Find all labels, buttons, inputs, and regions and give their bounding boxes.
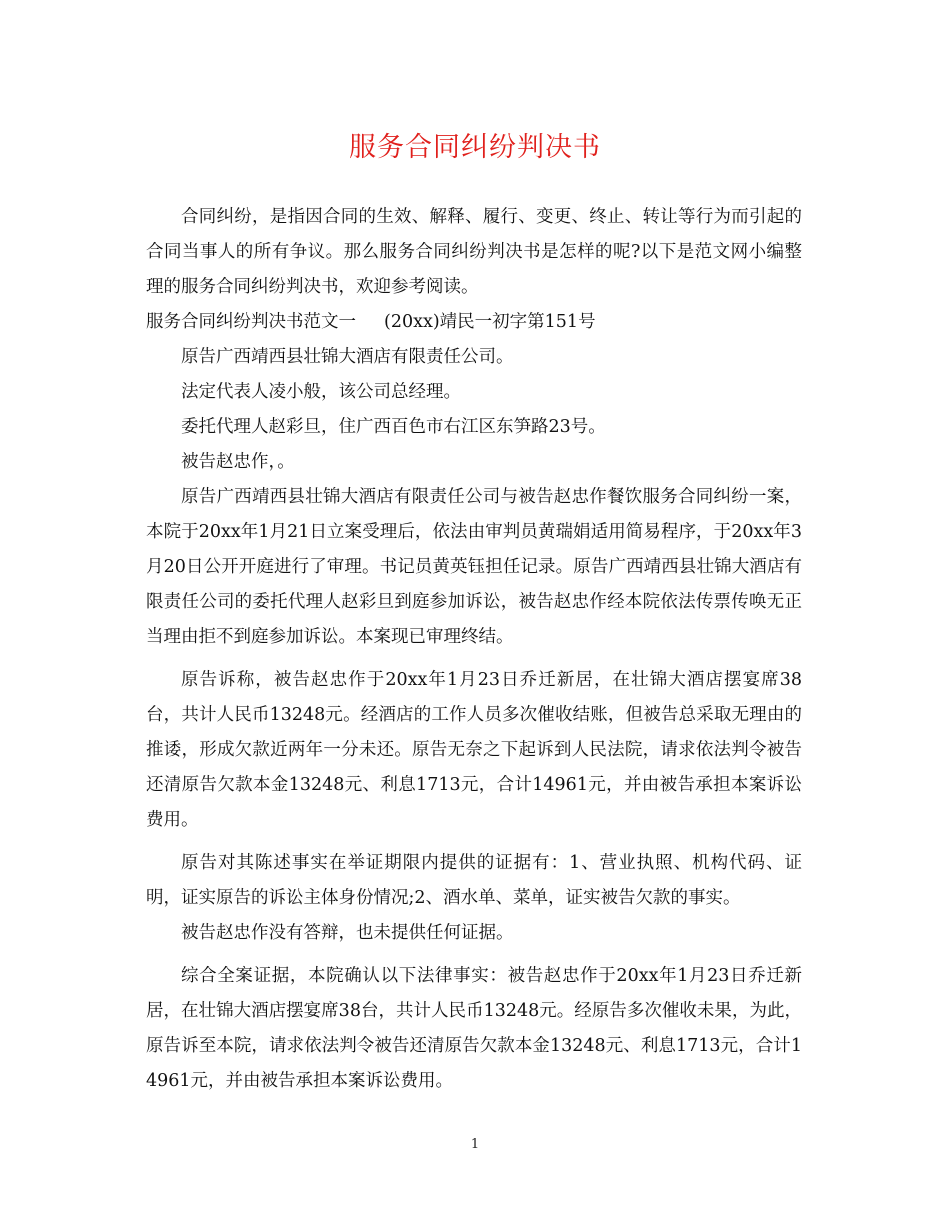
page-number: 1	[470, 1137, 480, 1152]
evidence-paragraph: 原告对其陈述事实在举证期限内提供的证据有：1、营业执照、机构代码、证明，证实原告的诉讼主体身份情况;2、酒水单、菜单，证实被告欠款的事实。	[146, 853, 802, 908]
legal-representative-paragraph: 法定代表人凌小般，该公司总经理。	[181, 382, 461, 402]
agent-paragraph: 委托代理人赵彩旦，住广西百色市右江区东笋路23号。	[181, 417, 606, 437]
defendant-response-paragraph: 被告赵忠作没有答辩，也未提供任何证据。	[181, 923, 514, 943]
intro-paragraph: 合同纠纷，是指因合同的生效、解释、履行、变更、终止、转让等行为而引起的合同当事人的所有争议。那么服务合同纠纷判决书是怎样的呢?以下是范文网小编整理的服务合同纠纷判决书，欢迎参考阅读。	[146, 207, 802, 297]
plaintiff-paragraph: 原告广西靖西县壮锦大酒店有限责任公司。	[181, 347, 514, 367]
document-body	[146, 200, 802, 1099]
findings-paragraph: 综合全案证据，本院确认以下法律事实：被告赵忠作于20xx年1月23日乔迁新居，在壮锦大酒店摆宴席38台，共计人民币13248元。经原告多次催收未果，为此，原告诉至本院，请求依法判令被告还清原告欠款本金13248元、利息1713元，合计14961元，并由被告承担本案诉讼费用。	[146, 966, 802, 1091]
plaintiff-claim-paragraph: 原告诉称，被告赵忠作于20xx年1月23日乔迁新居，在壮锦大酒店摆宴席38台，共计人民币13248元。经酒店的工作人员多次催收结账，但被告总采取无理由的推诿，形成欠款近两年一分未还。原告无奈之下起诉到人民法院，请求依法判令被告还清原告欠款本金13248元、利息1713元，合计14961元，并由被告承担本案诉讼费用。	[146, 670, 802, 830]
sample-heading-line	[146, 305, 802, 340]
sample-heading: 服务合同纠纷判决书范文一	[146, 312, 356, 332]
case-number: (20xx)靖民一初字第151号	[384, 312, 596, 332]
defendant-paragraph: 被告赵忠作，。	[181, 452, 295, 472]
case-summary-paragraph: 原告广西靖西县壮锦大酒店有限责任公司与被告赵忠作餐饮服务合同纠纷一案，本院于20xx年1月21日立案受理后，依法由审判员黄瑞娟适用简易程序，于20xx年3月20日公开开庭进行了审理。书记员黄英钰担任记录。原告广西靖西县壮锦大酒店有限责任公司的委托代理人赵彩旦到庭参加诉讼，被告赵忠作经本院依法传票传唤无正当理由拒不到庭参加诉讼。本案现已审理终结。	[146, 487, 802, 647]
document-title: 服务合同纠纷判决书	[349, 132, 601, 163]
